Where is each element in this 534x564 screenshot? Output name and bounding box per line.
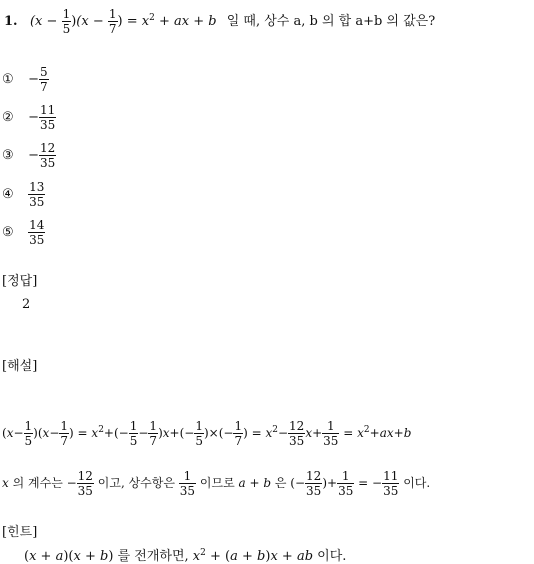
hint-text: (x + a)(x + b) 를 전개하면, $x^2 + (a + b)x$ + ab 이다. — [24, 548, 347, 564]
choice-1-value: $\frac{5}{7}$ — [40, 65, 48, 94]
choice-3-mark: ③ — [2, 148, 14, 163]
choice-2[interactable] — [2, 104, 56, 131]
question-line — [4, 8, 435, 35]
explanation-line2-mid3: 은 — [274, 476, 287, 490]
choice-1-mark: ① — [2, 72, 14, 87]
hint-text-mid: 를 전개하면, — [117, 549, 189, 564]
explanation-equation: (x− $\frac{1}{5}$ )(x− $\frac{1}{7}$ ) = $x^2+(-$ $\frac{1}{5}$ − $\frac{1}{7}$ )x+(− $\frac{1}{5}$ )×(− $\frac{1}{7}$ ) = $x^2-$ $\frac{12}{35}$ x+ $\frac{1}{35}$ = $x^2+ax+b$ — [2, 419, 412, 448]
explanation-line2-end: 이다. — [403, 476, 431, 490]
explanation-line2: x 의 계수는 − $\frac{12}{35}$ 이고, 상수항은 $\frac{1}{35}$ 이므로 a + b 은 (− $\frac{12}{35}$ )+ $\frac{1}{35}$ = − $\frac{11}{35}$ 이다. — [2, 469, 431, 498]
choice-2-mark: ② — [2, 110, 14, 125]
question-equation: (x − $\frac{1}{5}$ )(x − $\frac{1}{7}$ ) = $x^2$ + ax + b — [29, 7, 217, 36]
choice-4-mark: ④ — [2, 187, 14, 202]
choice-3-value: $\frac{12}{35}$ — [40, 141, 56, 170]
choice-5-value: $\frac{14}{35}$ — [29, 218, 45, 247]
explanation-line2-mid2: 이므로 — [199, 476, 235, 490]
answer-label: [정답] — [2, 274, 38, 289]
question-text: 일 때, 상수 a, b 의 합 a+b 의 값은? — [226, 14, 436, 29]
choice-1[interactable] — [2, 66, 49, 93]
choice-5-mark: ⑤ — [2, 225, 14, 240]
question-number: 1. — [4, 14, 18, 29]
choice-2-sign: − — [28, 110, 40, 125]
choice-3[interactable] — [2, 142, 56, 169]
answer-value: 2 — [22, 297, 31, 312]
choice-5[interactable] — [2, 219, 45, 246]
hint-label: [힌트] — [2, 525, 38, 540]
explanation-line2-mid: 이고, 상수항은 — [97, 476, 175, 490]
choice-4[interactable] — [2, 181, 45, 208]
explanation-line2-prefix: 의 계수는 — [12, 476, 63, 490]
explanation-label: [해설] — [2, 359, 38, 374]
choice-4-value: $\frac{13}{35}$ — [29, 180, 45, 209]
choice-3-sign: − — [28, 148, 40, 163]
hint-text-end: 이다. — [317, 549, 347, 564]
choice-2-value: $\frac{11}{35}$ — [40, 103, 56, 132]
choice-1-sign: − — [28, 72, 40, 87]
